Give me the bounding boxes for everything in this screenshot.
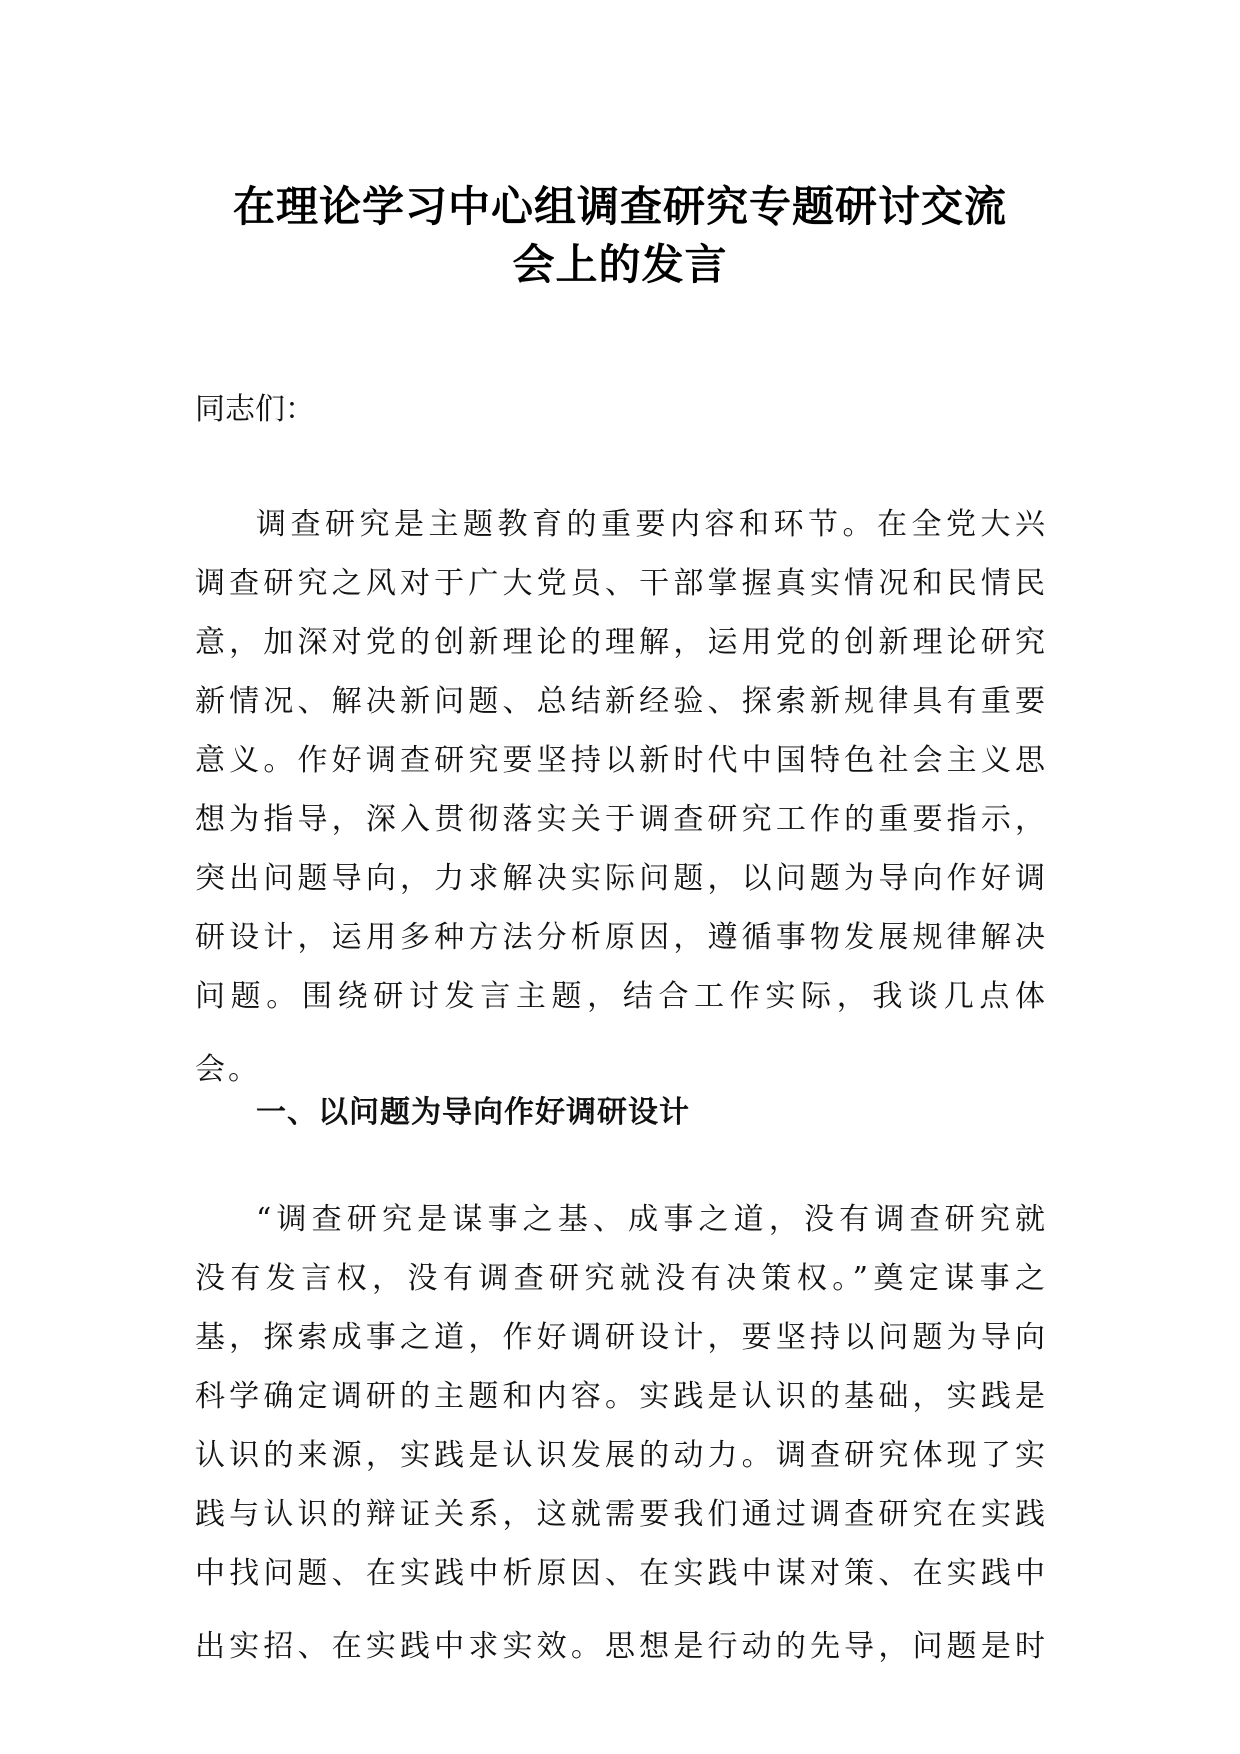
paragraph-line: 会。 <box>195 1052 261 1087</box>
paragraph-line: 调查研究是主题教育的重要内容和环节。在全党大兴 <box>256 507 1045 542</box>
paragraph-line: 基，探索成事之道，作好调研设计，要坚持以问题为导向 <box>195 1320 1045 1355</box>
paragraph-intro <box>195 495 1045 1099</box>
paragraph-line: 突出问题导向，力求解决实际问题，以问题为导向作好调 <box>195 861 1045 896</box>
paragraph-line: 研设计，运用多种方法分析原因，遵循事物发展规律解决 <box>195 920 1045 955</box>
paragraph-line: 意，加深对党的创新理论的理解，运用党的创新理论研究 <box>195 625 1045 660</box>
paragraph-section-1 <box>195 1190 1045 1676</box>
section-heading: 一、以问题为导向作好调研设计 <box>256 1095 690 1130</box>
paragraph-line: 出实招、在实践中求实效。思想是行动的先导，问题是时 <box>195 1629 1045 1664</box>
paragraph-line: 科学确定调研的主题和内容。实践是认识的基础，实践是 <box>195 1379 1045 1414</box>
title-line-1: 在理论学习中心组调查研究专题研讨交流 <box>232 182 1007 231</box>
paragraph-line: “调查研究是谋事之基、成事之道，没有调查研究就 <box>256 1202 1045 1237</box>
paragraph-line: 调查研究之风对于广大党员、干部掌握真实情况和民情民 <box>195 566 1045 601</box>
paragraph-line: 中找问题、在实践中析原因、在实践中谋对策、在实践中 <box>195 1556 1045 1591</box>
paragraph-line: 没有发言权，没有调查研究就没有决策权。”奠定谋事之 <box>195 1261 1045 1296</box>
title-line-2: 会上的发言 <box>512 240 728 289</box>
paragraph-line: 认识的来源，实践是认识发展的动力。调查研究体现了实 <box>195 1438 1045 1473</box>
salutation: 同志们： <box>195 392 315 427</box>
paragraph-line: 新情况、解决新问题、总结新经验、探索新规律具有重要 <box>195 684 1045 719</box>
paragraph-line: 想为指导，深入贯彻落实关于调查研究工作的重要指示， <box>195 802 1045 837</box>
document-title <box>150 178 1090 294</box>
paragraph-line: 践与认识的辩证关系，这就需要我们通过调查研究在实践 <box>195 1497 1045 1532</box>
paragraph-line: 意义。作好调查研究要坚持以新时代中国特色社会主义思 <box>195 743 1045 778</box>
paragraph-line: 问题。围绕研讨发言主题，结合工作实际，我谈几点体 <box>195 979 1045 1014</box>
